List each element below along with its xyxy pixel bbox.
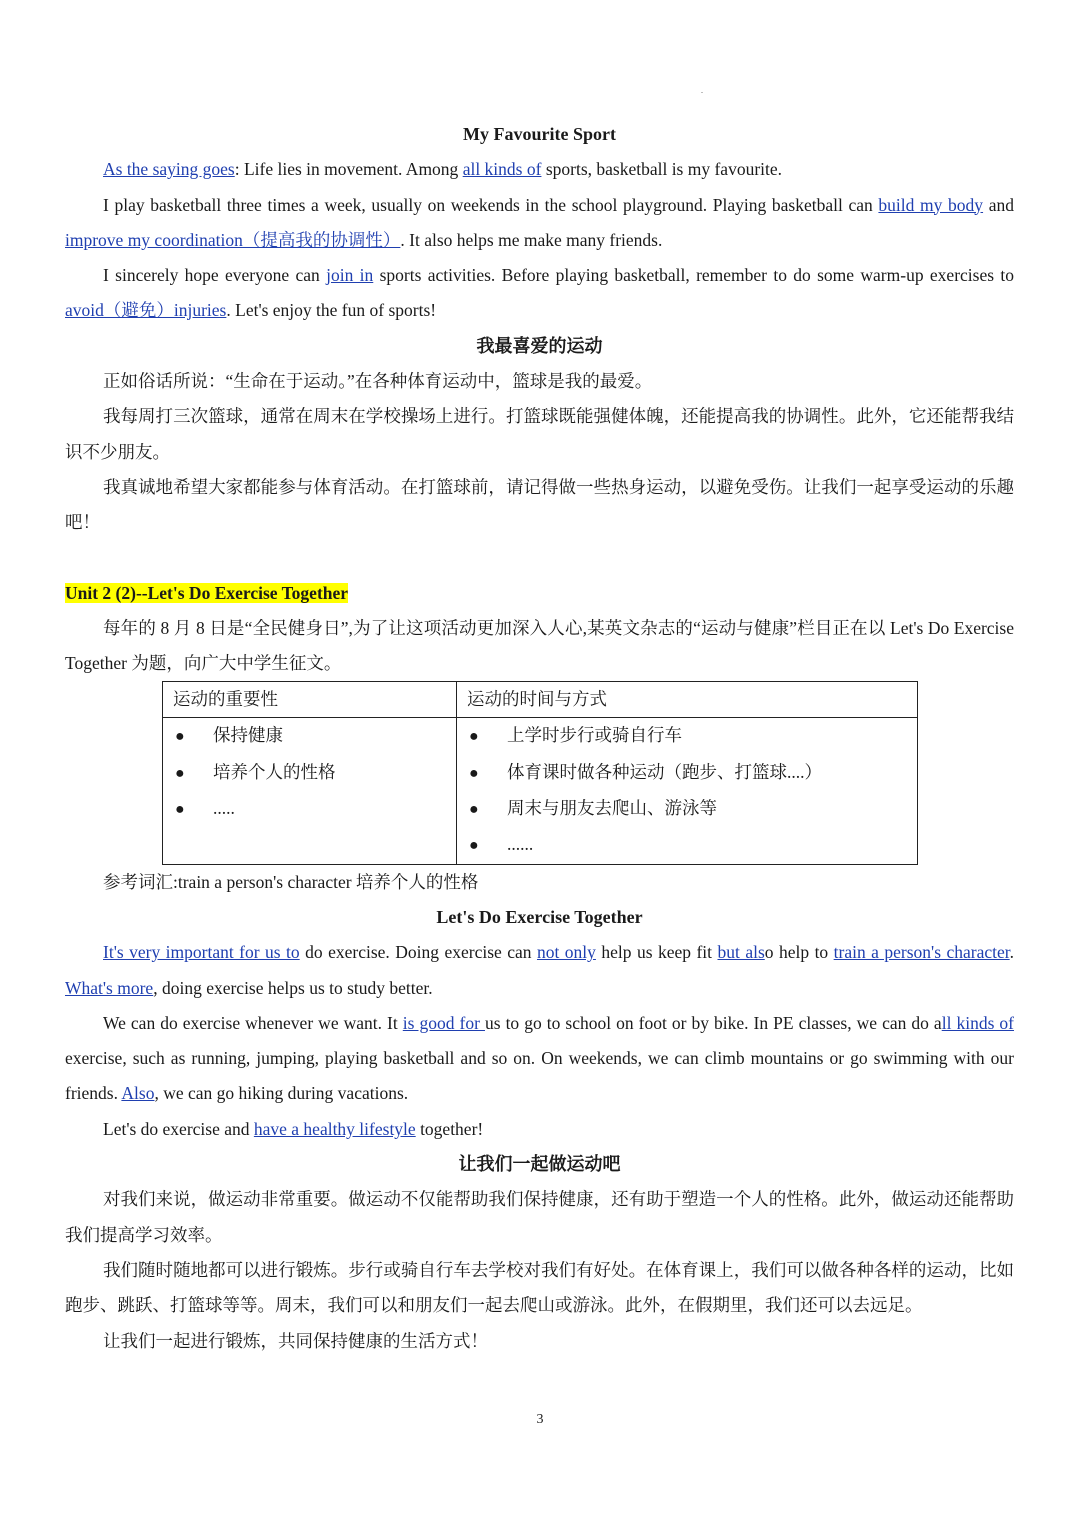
writing-prompt: 每年的 8 月 8 日是“全民健身日”,为了让这项活动更加深入人心,某英文杂志的“运动与健康”栏目正在以 Let's Do Exercise Together 为题，向广大中学生征文。 [65, 617, 1014, 674]
vocabulary-note: 参考词汇:train a person's character 培养个人的性格 [103, 871, 479, 892]
table-header-importance: 运动的重要性 [163, 682, 457, 718]
phrase-link: train a person's character [833, 942, 1010, 963]
text: . Let's enjoy the fun of sports! [226, 300, 437, 321]
table-cell-time-way [457, 718, 918, 864]
text: Let's do exercise and [103, 1118, 254, 1139]
bullet-icon: ● [469, 728, 479, 746]
table-cell-importance [163, 718, 457, 864]
phrase-link: improve my coordination（提高我的协调性） [65, 229, 401, 250]
bullet-icon: ● [469, 801, 479, 819]
text: us to go to school on foot or by bike. In PE classes, we can do a [484, 1012, 942, 1033]
translation-2-paragraph-1: 对我们来说，做运动非常重要。做运动不仅能帮助我们保持健康，还有助于塑造一个人的性格。此外，做运动还能帮助我们提高学习效率。 [65, 1189, 1014, 1245]
text: : Life lies in movement. Among [234, 159, 463, 180]
phrase-link: avoid（避免）injuries [65, 300, 227, 321]
text: sports, basketball is my favourite. [541, 159, 783, 180]
translation-2-paragraph-2: 我们随时随地都可以进行锻炼。步行或骑自行车去学校对我们有好处。在体育课上，我们可以做各种各样的运动，比如跑步、跳跃、打篮球等等。周末，我们可以和朋友们一起去爬山或游泳。此外，在假期里，我们还可以去远足。 [65, 1259, 1014, 1316]
bullet-icon: ● [469, 837, 479, 855]
text: o help to [764, 942, 834, 963]
text: help us keep fit [595, 942, 718, 963]
outline-table [162, 681, 918, 864]
list-item: ● 体育课时做各种运动（跑步、打篮球....） [467, 755, 917, 791]
phrase-link: but als [717, 942, 765, 963]
bullet-icon: ● [175, 728, 185, 746]
phrase-link: not only [536, 942, 596, 963]
essay-paragraph-1 [65, 152, 1014, 187]
list-item: ● ...... [467, 827, 917, 863]
bullet-icon: ● [469, 764, 479, 782]
text: We can do exercise whenever we want. It [103, 1012, 403, 1033]
phrase-link: Also [121, 1083, 155, 1104]
text: do exercise. Doing exercise can [299, 942, 537, 963]
bullet-icon: ● [175, 801, 185, 819]
table-header-time-way: 运动的时间与方式 [457, 682, 918, 718]
translation-2-paragraph-3: 让我们一起进行锻炼，共同保持健康的生活方式！ [103, 1330, 488, 1351]
text: , doing exercise helps us to study better. [153, 977, 433, 998]
phrase-link: have a healthy lifestyle [253, 1118, 416, 1139]
translation-paragraph-2: 我每周打三次篮球，通常在周末在学校操场上进行。打篮球既能强健体魄，还能提高我的协调性。此外，它还能帮我结识不少朋友。 [65, 406, 1014, 462]
list-item: ● 保持健康 [173, 718, 456, 754]
text: I play basketball three times a week, usually on weekends in the school playground. Playing basketball can [103, 194, 879, 215]
page-marker: . [701, 86, 703, 95]
essay-2-title: Let's Do Exercise Together [436, 906, 643, 927]
unit-heading [65, 576, 1014, 611]
text: and [983, 194, 1014, 215]
essay-paragraph-3 [65, 258, 1014, 329]
text: I sincerely hope everyone can [103, 265, 327, 286]
list-item: ● ..... [173, 791, 456, 827]
phrase-link: build my body [878, 194, 984, 215]
essay-2-paragraph-3 [65, 1112, 1014, 1147]
phrase-link: It's very important for us to [103, 942, 300, 963]
phrase-link: join in [326, 265, 374, 286]
text: exercise, such as running, jumping, playing basketball and so on. On weekends, we can climb mountains or go swimming with our friends. [65, 1048, 1014, 1104]
bullet-icon: ● [175, 764, 185, 782]
translation-paragraph-3: 我真诚地希望大家都能参与体育活动。在打篮球前，请记得做一些热身运动，以避免受伤。让我们一起享受运动的乐趣吧！ [65, 476, 1014, 533]
phrase-link: ll kinds of [941, 1012, 1014, 1033]
text: . It also helps me make many friends. [400, 229, 663, 250]
list-item: ● 上学时步行或骑自行车 [467, 718, 917, 754]
list-item: ● 培养个人的性格 [173, 755, 456, 791]
essay-paragraph-2 [65, 188, 1014, 259]
document-page [65, 0, 1014, 1359]
unit-heading-highlight: Unit 2 (2)--Let's Do Exercise Together [65, 582, 349, 603]
page-number: 3 [536, 1412, 544, 1427]
text: together! [415, 1118, 484, 1139]
text: . [1009, 942, 1014, 963]
phrase-link: is good for [402, 1012, 485, 1033]
translation-title: 我最喜爱的运动 [476, 335, 603, 356]
text: , we can go hiking during vacations. [154, 1083, 409, 1104]
translation-paragraph-1: 正如俗话所说：“生命在于运动。”在各种体育运动中，篮球是我的最爱。 [103, 371, 653, 392]
phrase-link: all kinds of [462, 159, 542, 180]
translation-2-title: 让我们一起做运动吧 [458, 1154, 621, 1175]
essay-title: My Favourite Sport [463, 124, 616, 144]
text: sports activities. Before playing basketball, remember to do some warm-up exercises to [373, 265, 1014, 286]
phrase-link: What's more [65, 977, 154, 998]
list-item: ● 周末与朋友去爬山、游泳等 [467, 791, 917, 827]
essay-2-paragraph-2 [65, 1006, 1014, 1112]
essay-2-paragraph-1 [65, 935, 1014, 1006]
phrase-link: As the saying goes [103, 159, 235, 180]
